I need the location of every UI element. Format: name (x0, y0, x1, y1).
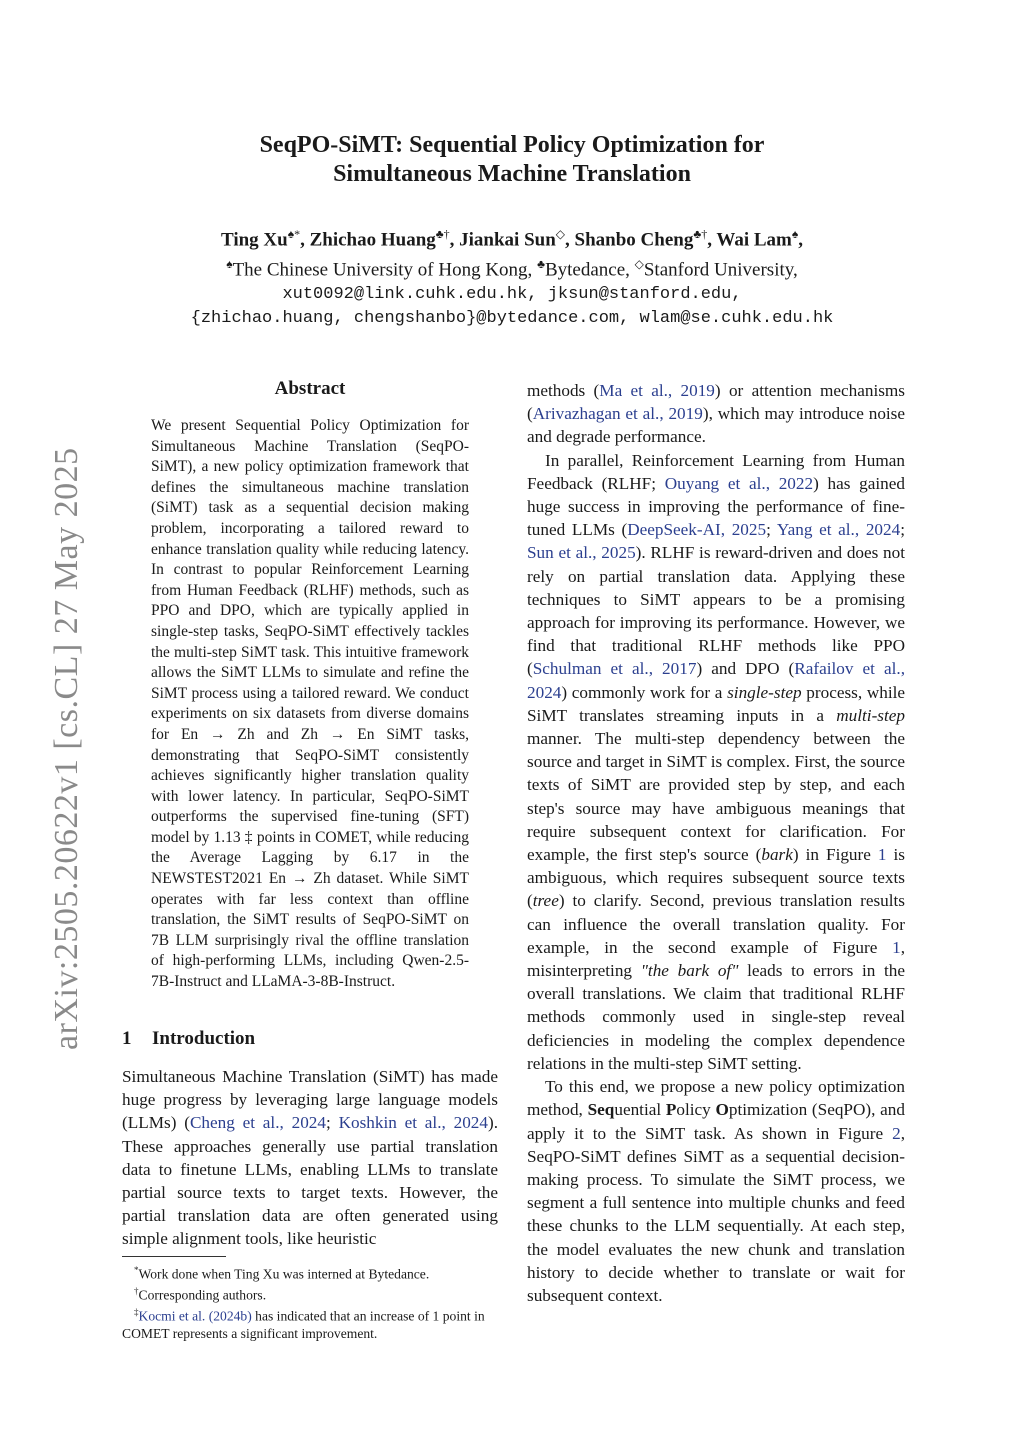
citation-link[interactable]: Ouyang et al., 2022 (664, 473, 814, 493)
text-run: leads to errors in the overall translations. We claim that traditional RLHF methods commonly used in single-step reveal deficiencies in modeling the complex dependence relations in the multi-step SiMT setting. (527, 961, 906, 1073)
text-run: To this end, we propose a new policy optimization method, (527, 1077, 905, 1120)
emails-line-2: {zhichao.huang, chengshanbo}@bytedance.com, wlam@se.cuhk.edu.hk (190, 308, 834, 328)
emphasis: bark (761, 845, 793, 865)
author-1-mark: ♠* (287, 227, 301, 241)
section-heading-introduction (122, 1028, 498, 1050)
author-2: Zhichao Huang (309, 229, 436, 251)
footnote-1 (122, 1262, 502, 1283)
emphasis: single-step (727, 682, 802, 702)
footnotes (122, 1262, 502, 1343)
footnote-text: Work done when Ting Xu was interned at Bytedance. (138, 1266, 430, 1282)
affiliation-cuhk: The Chinese University of Hong Kong, (232, 259, 538, 281)
arxiv-identifier: arXiv:2505.20622v1 [cs.CL] 27 May 2025 (48, 447, 85, 1050)
text-run: ) has gained huge success in improving the performance of fine-tuned LLMs ( (527, 473, 905, 540)
affiliation-stanford: Stanford University, (643, 259, 798, 281)
footnote-text: has indicated that an increase of 1 point in COMET represents a significant improvement. (122, 1308, 485, 1342)
author-names: Ting Xu♠*, Zhichao Huang♣†, Jiankai Sun◇, Shanbo Cheng♣†, Wai Lam♠, (220, 227, 803, 251)
footnote-2 (122, 1283, 502, 1304)
footnote-mark: † (134, 1286, 139, 1297)
text-run: , misinterpreting (527, 937, 905, 981)
text-run: ) and DPO ( (696, 659, 795, 679)
author-1: Ting Xu (220, 229, 288, 251)
text-run: In parallel, Reinforcement Learning from Human Feedback (RLHF; (527, 450, 905, 493)
citation-link[interactable]: Yang et al., 2024 (776, 520, 901, 540)
author-3-mark: ◇ (555, 227, 566, 241)
affiliation-bytedance: Bytedance, (544, 259, 635, 281)
emphasis: "the bark of" (640, 961, 739, 981)
right-paragraph-3 (527, 1075, 905, 1307)
author-block (0, 222, 1024, 331)
text-run: ). These approaches generally use partial translation data to finetune LLMs, enabling LLMs to translate partial source texts to target texts. However, the partial translation data are often generated using simple alignment tools, like heuristic (122, 1113, 499, 1249)
aff-3-mark: ◇ (634, 257, 644, 272)
section-number: 1 (122, 1028, 132, 1049)
footnote-mark: ‡ (134, 1307, 139, 1318)
text-run: , SeqPO-SiMT defines SiMT as a sequential decision-making process. To simulate the SiMT process, we segment a full sentence into multiple chunks and feed these chunks to the LLM sequentially. At each step, the model evaluates the new chunk and translation history to decide whether to translate or wait for subsequent context. (527, 1123, 905, 1305)
text-run: ). RLHF is reward-driven and does not rely on partial translation data. Applying these techniques to SiMT appears to be a promising approach for improving its performance. However, we find that traditional RLHF methods like PPO ( (527, 543, 905, 679)
text-run: ), which may introduce noise and degrade performance. (527, 404, 906, 447)
author-4-mark: ♣† (693, 227, 708, 241)
figure-link[interactable]: 1 (877, 845, 887, 865)
text-run: ptimization (SeqPO), and apply it to the SiMT task. As shown in Figure (527, 1100, 905, 1143)
author-3: Jiankai Sun (459, 229, 556, 251)
text-run: Simultaneous Machine Translation (SiMT) has made huge progress by leveraging large language models (LLMs) ( (122, 1067, 498, 1133)
text-run: ; (900, 520, 905, 540)
title-line-2: Simultaneous Machine Translation (333, 161, 691, 187)
citation-link[interactable]: DeepSeek-AI, 2025 (627, 520, 767, 540)
text-run: process, while SiMT translates streaming inputs in a (527, 682, 906, 725)
emphasis: tree (532, 891, 559, 911)
title-line-1: SeqPO-SiMT: Sequential Policy Optimization for (259, 132, 765, 158)
text-run: ) commonly work for a (561, 682, 728, 702)
text-run: manner. The multi-step dependency between the source and target in SiMT is complex. First, the source texts of SiMT are provided step by step, and each step's source may have ambiguous meanings that require subsequent context for clarification. For example, the first step's source ( (527, 729, 905, 865)
text-run: is ambiguous, which requires subsequent source texts ( (527, 845, 905, 911)
citation-link[interactable]: Rafailov et al., 2024 (527, 659, 905, 702)
footnote-text: Corresponding authors. (138, 1287, 267, 1303)
citation-link[interactable]: Ma et al., 2019 (599, 381, 715, 400)
text-run: ) to clarify. Second, previous translation results can influence the overall translation quality. For example, in the second example of Figure (527, 891, 905, 957)
emphasis: multi-step (836, 705, 905, 725)
text-run: ; (766, 520, 777, 540)
author-4: Shanbo Cheng (574, 229, 694, 251)
footnote-mark: * (134, 1265, 139, 1275)
text-run: ; (325, 1113, 339, 1133)
abstract-heading: Abstract (274, 378, 346, 399)
bold-letter: P (665, 1100, 677, 1120)
footnote-rule (122, 1256, 226, 1257)
text-run: methods ( (527, 381, 600, 400)
aff-1-mark: ♠ (226, 257, 233, 272)
author-5: Wai Lam (716, 229, 792, 251)
section-title: Introduction (152, 1028, 256, 1049)
abstract-body: We present Sequential Policy Optimization for Simultaneous Machine Translation (SeqPO-SiMT), a new policy optimization framework that defines the simultaneous machine translation (SiMT) task as a sequential decision making problem, incorporating a tailored reward to enhance translation quality while reducing latency. In contrast to popular Reinforcement Learning from Human Feedback (RLHF) methods, such as PPO and DPO, which are typically applied in single-step tasks, SeqPO-SiMT effectively tackles the multi-step SiMT task. This intuitive framework allows the SiMT LLMs to simulate and refine the SiMT process using a tailored reward. We conduct experiments on six datasets from diverse domains for En → Zh and Zh → En SiMT tasks, demonstrating that SeqPO-SiMT consistently achieves significantly higher translation quality with lower latency. In particular, SeqPO-SiMT outperforms the supervised fine-tuning (SFT) model by 1.13 ‡ points in COMET, while reducing the Average Lagging by 6.17 in the NEWSTEST2021 En → Zh dataset. While SiMT operates with far less context than offline translation, the SiMT results of SeqPO-SiMT on 7B LLM surprisingly rival the offline translation of high-performing LLMs, including Qwen-2.5-7B-Instruct and LLaMA-3-8B-Instruct. (151, 417, 469, 991)
bold-letter: Seq (587, 1100, 615, 1120)
intro-right-column (527, 379, 905, 1307)
intro-left-column (122, 1065, 498, 1251)
emails-line-1: xut0092@link.cuhk.edu.hk, jksun@stanford.edu, (282, 284, 742, 304)
affiliations (0, 252, 1024, 282)
right-paragraph-1 (527, 379, 905, 449)
footnote-3 (122, 1304, 502, 1343)
bold-letter: O (715, 1100, 729, 1120)
right-paragraph-2 (527, 449, 905, 1075)
text-run: olicy (676, 1100, 716, 1120)
citation-link[interactable]: Arivazhagan et al., 2019 (532, 404, 703, 424)
author-5-mark: ♠ (791, 227, 799, 241)
aff-2-mark: ♣ (537, 257, 545, 272)
citation-link[interactable]: Schulman et al., 2017 (532, 659, 697, 679)
citation-link[interactable]: Sun et al., 2025 (527, 543, 636, 563)
author-2-mark: ♣† (435, 227, 450, 241)
text-run: uential (614, 1100, 666, 1120)
citation-link[interactable]: Cheng et al., 2024 (189, 1113, 326, 1133)
citation-link[interactable]: Kocmi et al. (2024b) (138, 1308, 252, 1324)
paper-title (0, 131, 1024, 189)
text-run: ) or attention mechanisms ( (527, 381, 905, 424)
intro-paragraph-1 (122, 1065, 498, 1251)
figure-link[interactable]: 1 (892, 937, 901, 957)
citation-link[interactable]: Koshkin et al., 2024 (338, 1113, 488, 1133)
figure-link[interactable]: 2 (892, 1123, 901, 1143)
text-run: ) in Figure (792, 845, 878, 865)
